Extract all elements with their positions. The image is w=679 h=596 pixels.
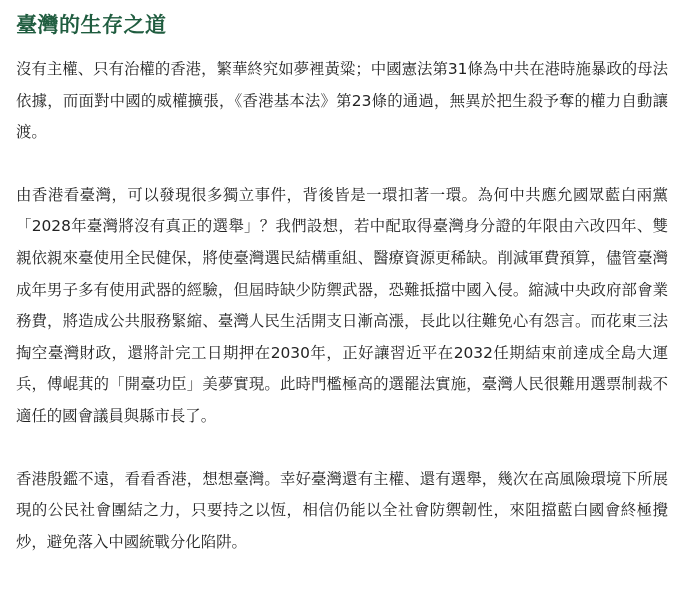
article-title: 臺灣的生存之道 [16,13,167,37]
article-paragraph-3: 香港殷鑑不遠，看看香港，想想臺灣。幸好臺灣還有主權、還有選舉，幾次在高風險環境下所展現的公民社會團結之力，只要持之以恆，相信仍能以全社會防禦韌性，來阻擋藍白國會終極攪炒，避免落入中國統戰分化陷阱。 [16,469,668,551]
article [16,10,668,589]
article-paragraph-2: 由香港看臺灣，可以發現很多獨立事件，背後皆是一環扣著一環。為何中共應允國眾藍白兩黨「2028年臺灣將沒有真正的選舉」？我們設想，若中配取得臺灣身分證的年限由六改四年、雙親依親來臺使用全民健保，將使臺灣選民結構重組、醫療資源更稀缺。削減軍費預算，儘管臺灣成年男子多有使用武器的經驗，但屆時缺少防禦武器，恐難抵擋中國入侵。縮減中央政府部會業務費，將造成公共服務緊縮、臺灣人民生活開支日漸高漲，長此以往難免心有怨言。而花東三法掏空臺灣財政，還將計完工日期押在2030年，正好讓習近平在2032任期結束前達成全島大運兵，傅崐萁的「開臺功臣」美夢實現。此時門檻極高的選罷法實施，臺灣人民很難用選票制裁不適任的國會議員與縣市長了。 [16,185,668,425]
article-paragraph-1: 沒有主權、只有治權的香港，繁華終究如夢裡黃粱；中國憲法第31條為中共在港時施暴政的母法依據，而面對中國的威權擴張，《香港基本法》第23條的通過，無異於把生殺予奪的權力自動讓渡。 [16,60,668,142]
